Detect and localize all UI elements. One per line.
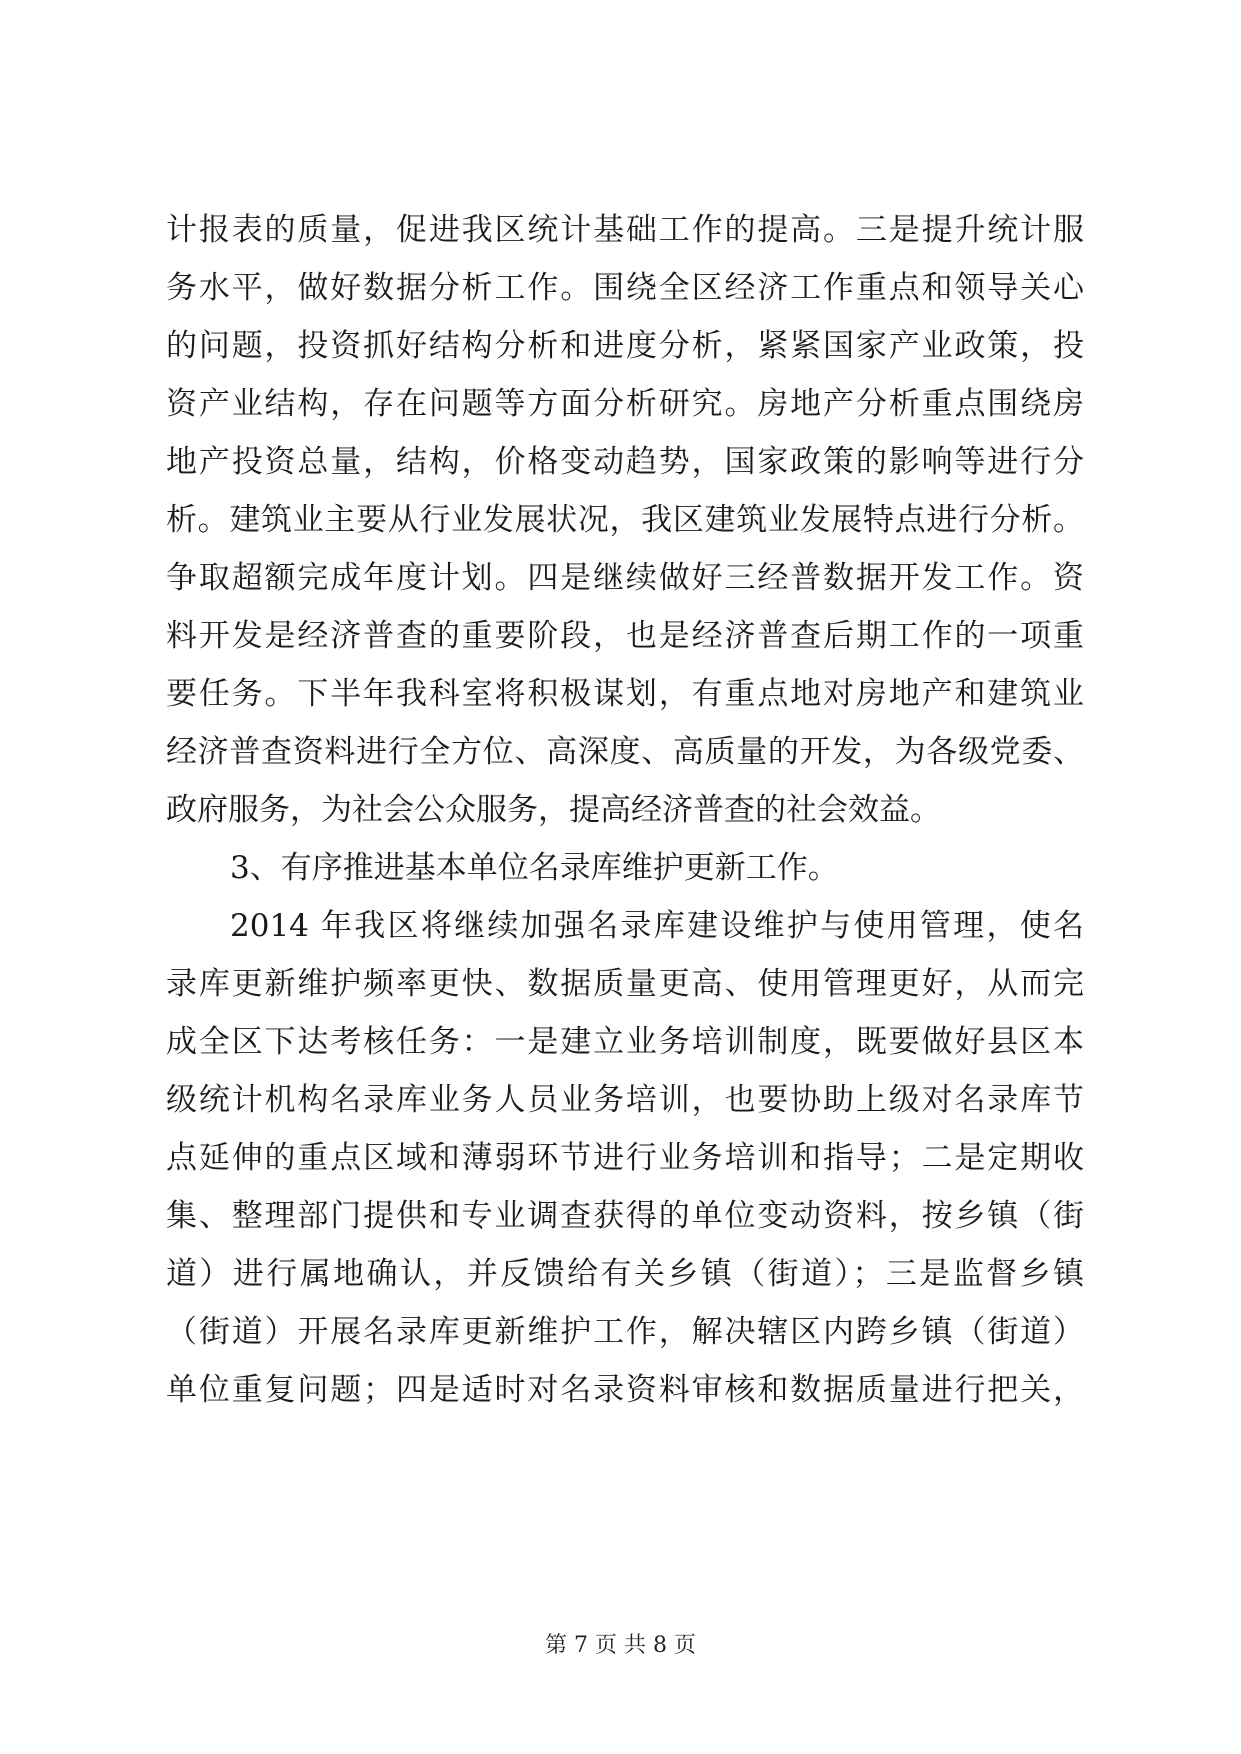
body-text-line: 集、整理部门提供和专业调查获得的单位变动资料，按乡镇（街 — [166, 1198, 1084, 1234]
page-footer: 第 7 页 共 8 页 — [545, 1633, 696, 1658]
body-text-line: 争取超额完成年度计划。四是继续做好三经普数据开发工作。资 — [166, 560, 1084, 596]
body-text-line: 地产投资总量，结构，价格变动趋势，国家政策的影响等进行分 — [166, 444, 1084, 480]
body-text-line: 要任务。下半年我科室将积极谋划，有重点地对房地产和建筑业 — [166, 676, 1084, 712]
body-text-line: 务水平，做好数据分析工作。围绕全区经济工作重点和领导关心 — [166, 270, 1084, 306]
paragraph-last-line: 政府服务，为社会公众服务，提高经济普查的社会效益。 — [166, 792, 941, 828]
body-text-line: 计报表的质量，促进我区统计基础工作的提高。三是提升统计服 — [166, 212, 1084, 248]
body-text-line: 道）进行属地确认，并反馈给有关乡镇（街道）；三是监督乡镇 — [166, 1256, 1084, 1292]
body-text-line: 经济普查资料进行全方位、高深度、高质量的开发，为各级党委、 — [166, 734, 1084, 770]
body-text-line: 料开发是经济普查的重要阶段，也是经济普查后期工作的一项重 — [166, 618, 1084, 654]
body-text-line: 成全区下达考核任务：一是建立业务培训制度，既要做好县区本 — [166, 1024, 1084, 1060]
body-text-line: 点延伸的重点区域和薄弱环节进行业务培训和指导；二是定期收 — [166, 1140, 1084, 1176]
section-heading: 3、有序推进基本单位名录库维护更新工作。 — [230, 850, 839, 886]
body-text-line: 录库更新维护频率更快、数据质量更高、使用管理更好，从而完 — [166, 966, 1084, 1002]
paragraph-first-line: 2014 年我区将继续加强名录库建设维护与使用管理，使名 — [230, 908, 1084, 944]
body-text-line: （街道）开展名录库更新维护工作，解决辖区内跨乡镇（街道） — [166, 1314, 1084, 1350]
body-text-line: 的问题，投资抓好结构分析和进度分析，紧紧国家产业政策，投 — [166, 328, 1084, 364]
body-text-line: 级统计机构名录库业务人员业务培训，也要协助上级对名录库节 — [166, 1082, 1084, 1118]
body-text-line: 资产业结构，存在问题等方面分析研究。房地产分析重点围绕房 — [166, 386, 1084, 422]
body-text-line: 单位重复问题；四是适时对名录资料审核和数据质量进行把关， — [166, 1372, 1084, 1408]
body-text-line: 析。建筑业主要从行业发展状况，我区建筑业发展特点进行分析。 — [166, 502, 1084, 538]
